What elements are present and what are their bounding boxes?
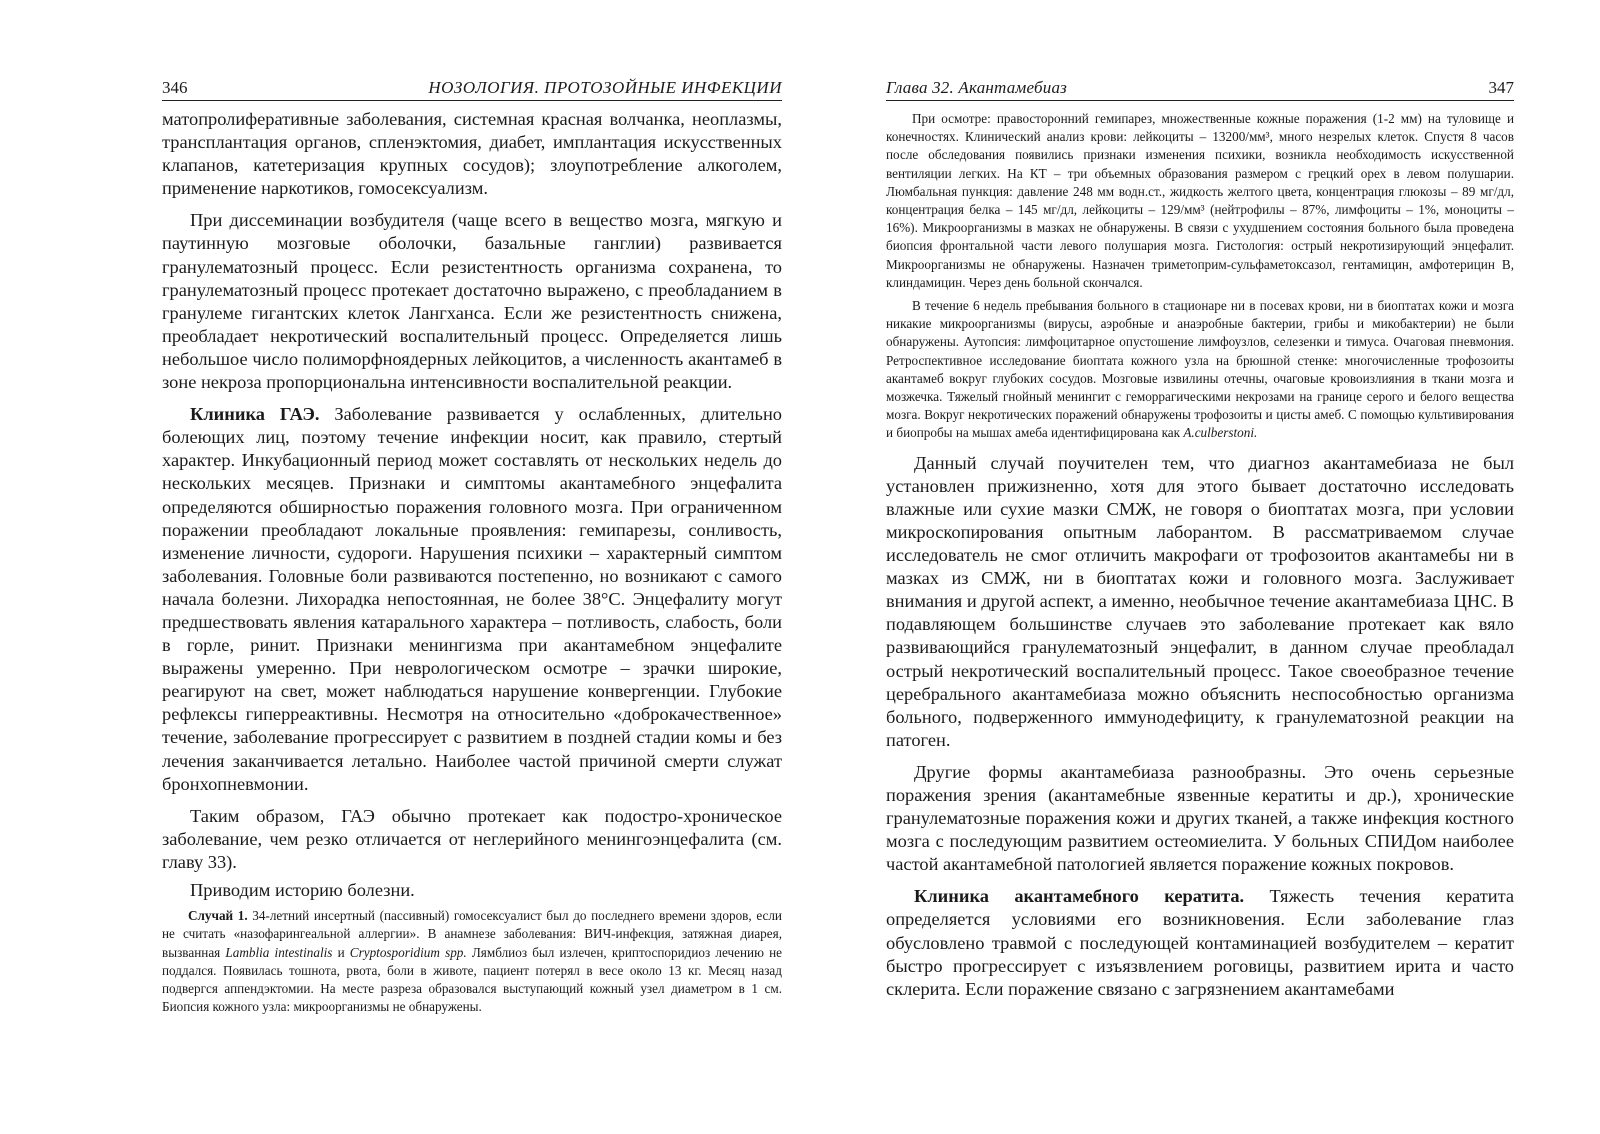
left-page-body [162,108,782,1016]
right-running-head: Глава 32. Акантамебиаз [886,78,1067,97]
case-1-text: Случай 1. 34-летний инсертный (пассивный) гомосексуалист был до последнего времени здоров, если не считать «назофарингеальной аллергии». В анамнезе заболевания: ВИЧ-инфекция, затяжная диарея, вызванная Lamblia intestinalis и Cryptosporidium spp. Лямблиоз был излечен, криптоспоридиоз лечению не поддался. Появилась тошнота, рвота, боли в животе, пациент потерял в весе около 13 кг. Месяц назад подвергся аппендэктомии. На месте разреза образовался выступающий кожный узел диаметром в 1 см. Биопсия кожного узла: микроорганизмы не обнаружены. [162,908,782,1015]
species-a-culberstoni: A.culberstoni. [1183,425,1258,441]
right-page-header [886,76,1514,101]
species-cryptosporidium: Cryptosporidium spp. [349,944,467,960]
right-page-number: 347 [1488,78,1514,97]
left-paragraph-4: Таким образом, ГАЭ обычно протекает как подостро-хроническое заболевание, чем резко отличается от неглерийного менингоэнцефалита (см. главу 33). [162,805,782,872]
left-paragraph-2: При диссеминации возбудителя (чаще всего в вещество мозга, мягкую и паутинную мозговые оболочки, базальные ганглии) развивается гранулематозный процесс. Если резистентность организма сохранена, то гранулематозный процесс протекает достаточно выражено, с преобладанием в гранулеме гигантских клеток Лангханса. Если же резистентность снижена, преобладает некротический воспалительный процесс. Определяется лишь небольшое число полиморфноядерных лейкоцитов, а численность акантамеб в зоне некроза пропорциональна интенсивности воспалительной реакции. [162,210,782,393]
case-1-continued-2: В течение 6 недель пребывания больного в стационаре ни в посевах крови, ни в биоптатах кожи и мозга никакие микроорганизмы (вирусы, аэробные и анаэробные бактерии, грибы и микобактерии) не были обнаружены. Аутопсия: лимфоцитарное опустошение лимфоузлов, селезенки и тимуса. Очаговая пневмония. Ретроспективное исследование биоптата кожного узла на брюшной стенке: многочисленные трофозоиты акантамеб вокруг глубоких сосудов. Мозговые извилины отечны, очаговые кровоизлияния в ткани мозга и мозжечка. Тяжелый гнойный менингит с геморрагическими некрозами на границе серого и белого вещества мозга. Вокруг некротических поражений обнаружены трофозоиты и цисты амеб. С помощью культивирования и биопробы на мышах амеба идентифицирована как A.culberstoni. [886,298,1514,441]
left-paragraph-1: матопролиферативные заболевания, системная красная волчанка, неоплазмы, трансплантация органов, спленэктомия, диабет, имплантация искусственных клапанов, катетеризация крупных сосудов); злоупотребление алкоголем, применение наркотиков, гомосексуализм. [162,109,782,199]
species-lamblia: Lamblia intestinalis [225,944,333,960]
right-paragraph-2: Другие формы акантамебиаза разнообразны. Это очень серьезные поражения зрения (акантамебные язвенные кератиты и др.), хронические гранулематозные поражения кожи и других тканей, а также инфекция костного мозга с последующим развитием остеомиелита. У больных СПИДом наиболее частой акантамебной патологией является поражение кожных покровов. [886,761,1514,875]
left-running-head: НОЗОЛОГИЯ. ПРОТОЗОЙНЫЕ ИНФЕКЦИИ [428,78,782,97]
right-paragraph-1: Данный случай поучителен тем, что диагноз акантамебиаза не был установлен прижизненно, хотя для этого бывает достаточно исследовать влажные или сухие мазки СМЖ, не говоря о биоптатах мозга, при условии микроскопирования опытным лаборантом. В рассматриваемом случае исследователь не смог отличить макрофаги от трофозоитов акантамебы ни в мазках из СМЖ, ни в биоптатах кожи и головного мозга. Заслуживает внимания и другой аспект, а именно, необычное течение акантамебиаза ЦНС. В подавляющем большинстве случаев это заболевание протекает как вяло развивающийся гранулематозный энцефалит, в данном случае преобладал острый некротический воспалительный процесс. Такое своеобразное течение церебрального акантамебиаза можно объяснить неспособностью организма больного, подверженного иммунодефициту, к гранулематозной реакции на патоген. [886,452,1514,750]
left-paragraph-3 [162,403,782,796]
left-page-number: 346 [162,78,188,97]
clinic-gae-text: Заболевание развивается у ослабленных, длительно болеющих лиц, поэтому течение инфекции носит, как правило, стертый характер. Инкубационный период может составлять от нескольких недель до нескольких месяцев. Признаки и симптомы акантамебного энцефалита определяются обширностью поражения головного мозга. При ограниченном поражении преобладают локальные проявления: гемипарезы, сонливость, изменение личности, судороги. Нарушения психики – характерный симптом заболевания. Головные боли развиваются постепенно, но возникают с самого начала болезни. Лихорадка непостоянная, не более 38°С. Энцефалиту могут предшествовать явления катарального характера – потливость, слабость, боли в горле, ринит. Признаки менингизма при акантамебном энцефалите выражены умеренно. При неврологическом осмотре – зрачки широкие, реагируют на свет, может наблюдаться нарушение конвергенции. Глубокие рефлексы гиперреактивны. Несмотря на относительно «доброкачественное» течение, заболевание прогрессирует с развитием в поздней стадии комы и без лечения заканчивается летально. Наиболее частой причиной смерти служат бронхопневмонии. [162,404,782,794]
keratitis-heading: Клиника акантамебного кератита. [914,886,1245,907]
case-1-continued-1: При осмотре: правосторонний гемипарез, множественные кожные поражения (1-2 мм) на туловище и конечностях. Клинический анализ крови: лейкоциты – 13200/мм³, много незрелых клеток. Спустя 8 часов после обследования появились признаки изменения психики, возникла необходимость искусственной вентиляции легких. На КТ – три объемных образования размером с грецкий орех в левом полушарии. Люмбальная пункция: давление 248 мм водн.ст., жидкость желтого цвета, концентрация глюкозы – 89 мг/дл, концентрация белка – 145 мг/дл, лейкоциты – 129/мм³ (нейтрофилы – 87%, лимфоциты – 1%, моноциты – 16%). Микроорганизмы в мазках не обнаружены. В связи с ухудшением состояния больного была проведена биопсия фронтальной части левого полушария мозга. Гистология: острый некротизирующий энцефалит. Микроорганизмы не обнаружены. Назначен триметоприм-сульфаметоксазол, гентамицин, амфотерицин В, клиндамицин. Через день больной скончался. [886,111,1514,290]
clinic-gae-heading: Клиника ГАЭ. [190,404,320,425]
keratitis-text: Тяжесть течения кератита определяется условиями его возникновения. Если заболевание глаз обусловлено травмой с последующей контаминацией возбудителем – кератит быстро прогрессирует с изъязвлением роговицы, развитием ирита и часто склерита. Если поражение связано с загрязнением акантамебами [886,886,1515,999]
left-paragraph-5: Приводим историю болезни. [190,880,415,900]
right-page-body [886,110,1514,1001]
right-paragraph-3 [886,885,1514,1000]
left-page-header [162,76,782,101]
case-1-heading: Случай 1. [188,908,248,924]
